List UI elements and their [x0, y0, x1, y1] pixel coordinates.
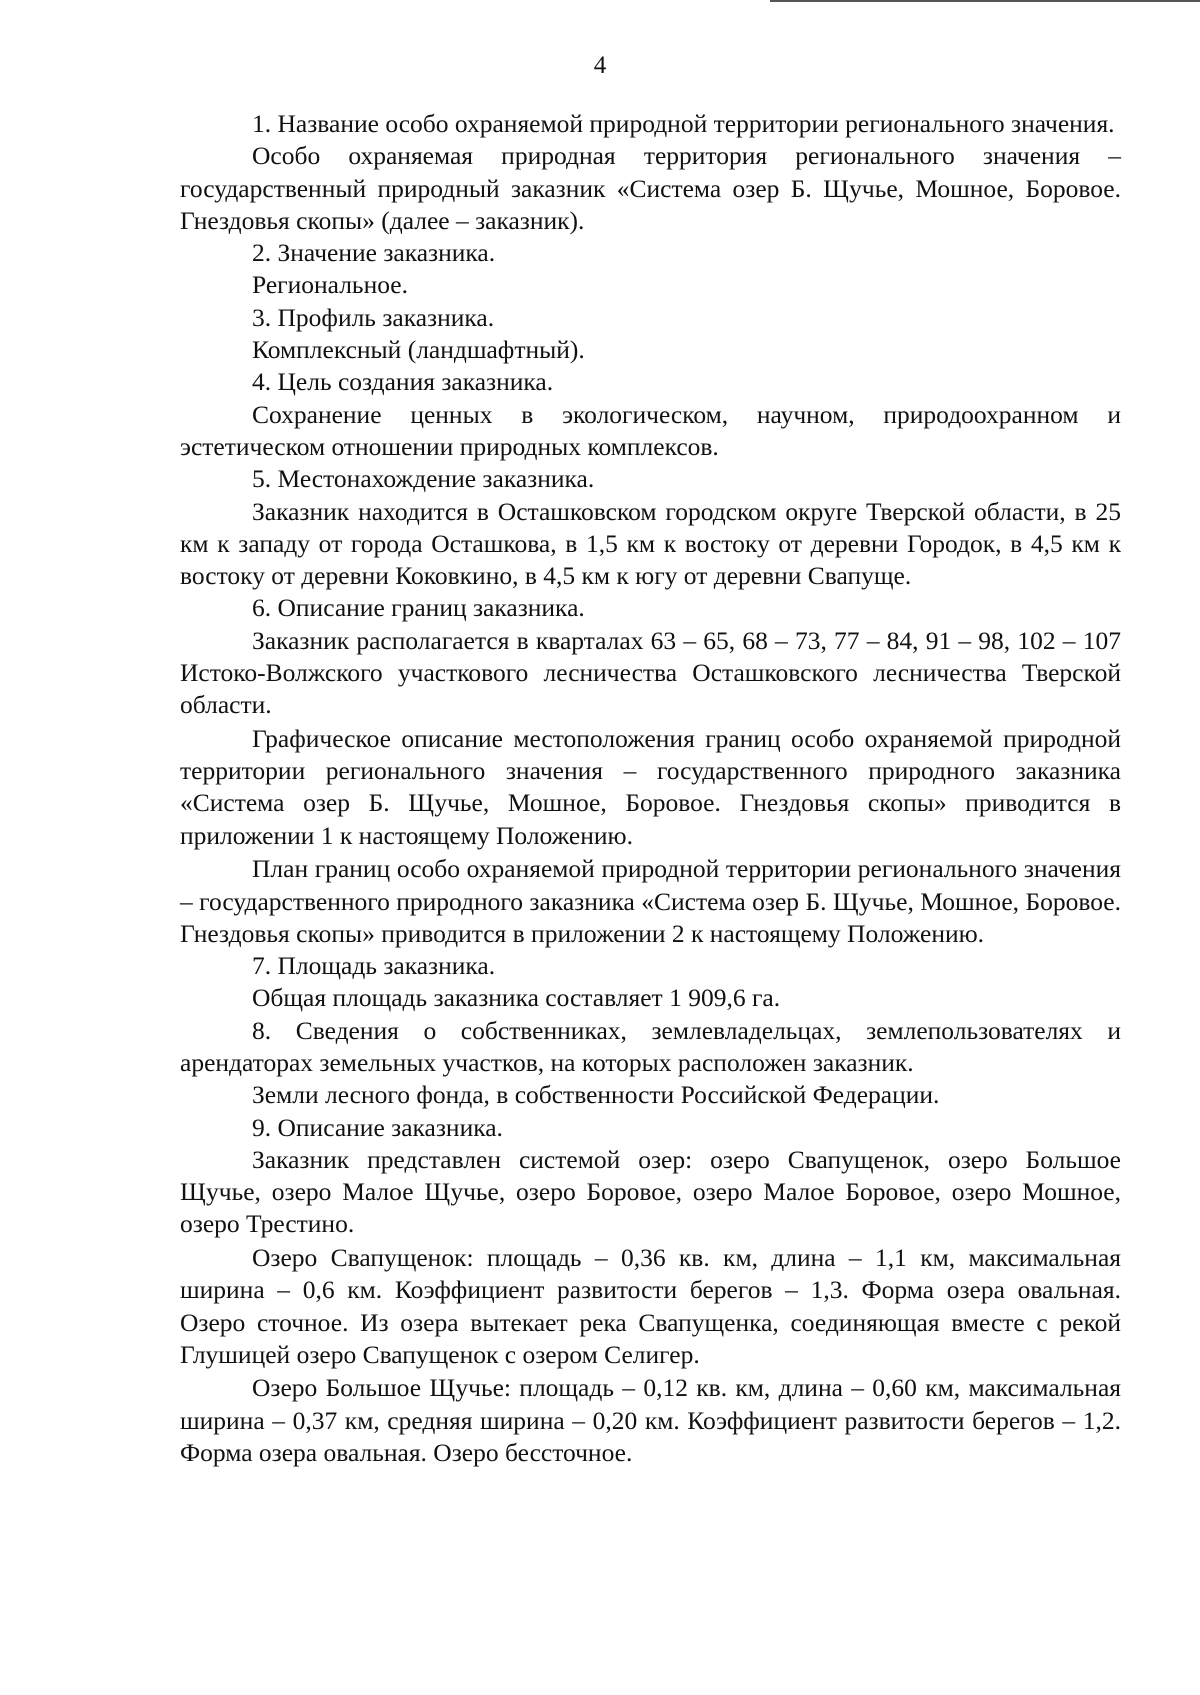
paragraph: 4. Цель создания заказника. [252, 367, 554, 397]
paragraph: Комплексный (ландшафтный). [252, 335, 585, 365]
paragraph: Заказник представлен системой озер: озеро Свапущенок, озеро Большое Щучье, озеро Малое Щучье, озеро Боровое, озеро Малое Боровое, озеро Мошное, озеро Трестино. [180, 1144, 1121, 1239]
paragraph: Общая площадь заказника составляет 1 909,6 га. [252, 983, 781, 1013]
paragraph: Региональное. [252, 270, 408, 300]
paragraph: Особо охраняемая природная территория регионального значения – государственный природный заказник «Система озер Б. Щучье, Мошное, Боровое. Гнездовья скопы» (далее – заказник). [180, 141, 1121, 235]
page-number: 4 [593, 52, 607, 79]
paragraph: Озеро Большое Щучье: площадь – 0,12 кв. км, длина – 0,60 км, максимальная ширина – 0,37 км, средняя ширина – 0,20 км. Коэффициент развитости берегов – 1,2. Форма озера овальная. Озеро бессточное. [180, 1373, 1121, 1467]
paragraph: Графическое описание местоположения границ особо охраняемой природной территории регионального значения – государственного природного заказника «Система озер Б. Щучье, Мошное, Боровое. Гнездовья скопы» приводится в приложении 1 к настоящему Положению. [180, 723, 1121, 850]
paragraph: 6. Описание границ заказника. [252, 593, 585, 623]
paragraph: 8. Сведения о собственниках, землевладельцах, землепользователях и арендаторах земельных участков, на которых расположен заказник. [180, 1015, 1121, 1077]
paragraph: План границ особо охраняемой природной территории регионального значения – государственного природного заказника «Система озер Б. Щучье, Мошное, Боровое. Гнездовья скопы» приводится в приложении 2 к настоящему Положению. [180, 854, 1121, 948]
body-text [180, 108, 1121, 1469]
paragraph: 2. Значение заказника. [252, 238, 496, 268]
paragraph: Заказник располагается в кварталах 63 – 65, 68 – 73, 77 – 84, 91 – 98, 102 – 107 Истоко-Волжского участкового лесничества Осташковского лесничества Тверской области. [180, 625, 1121, 720]
paragraph: Заказник находится в Осташковском городском округе Тверской области, в 25 км к западу от города Осташкова, в 1,5 км к востоку от деревни Городок, в 4,5 км к востоку от деревни Коковкино, в 4,5 км к югу от деревни Свапуще. [180, 496, 1121, 591]
paragraph: Земли лесного фонда, в собственности Российской Федерации. [252, 1080, 940, 1110]
paragraph: 9. Описание заказника. [252, 1112, 503, 1142]
paragraph: 7. Площадь заказника. [252, 951, 496, 981]
paragraph: Сохранение ценных в экологическом, научном, природоохранном и эстетическом отношении природных комплексов. [180, 399, 1121, 461]
paragraph: Озеро Свапущенок: площадь – 0,36 кв. км, длина – 1,1 км, максимальная ширина – 0,6 км. Коэффициент развитости берегов – 1,3. Форма озера овальная. Озеро сточное. Из озера вытекает река Свапущенка, соединяющая вместе с рекой Глушицей озеро Свапущенок с озером Селигер. [180, 1242, 1121, 1369]
paragraph: 3. Профиль заказника. [252, 302, 495, 332]
top-edge-rule [770, 0, 1200, 2]
paragraph: 5. Местонахождение заказника. [252, 464, 595, 494]
paragraph: 1. Название особо охраняемой природной территории регионального значения. [252, 109, 1115, 138]
